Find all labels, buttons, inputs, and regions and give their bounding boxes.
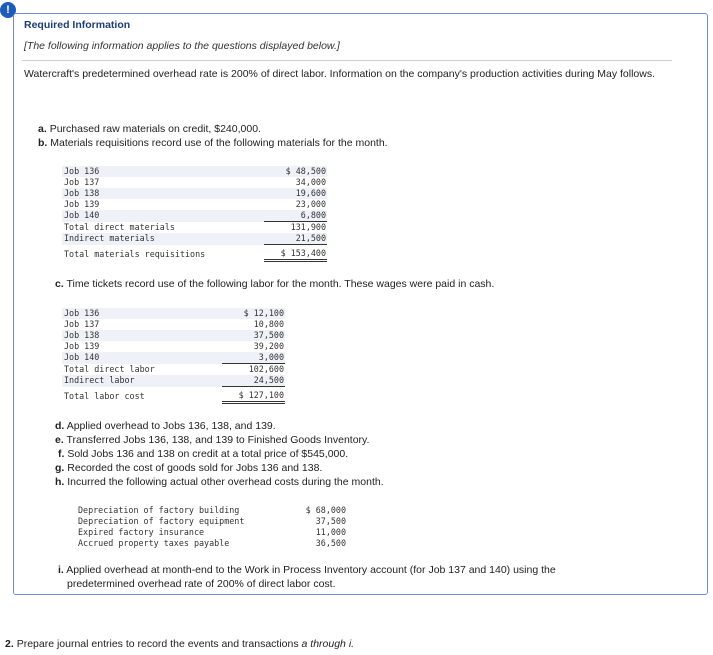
item-text: Materials requisitions record use of the following materials for the month. (50, 137, 388, 149)
row-label: Indirect materials (62, 233, 264, 245)
table-row (62, 330, 285, 341)
row-label: Total direct labor (64, 363, 155, 374)
item-e (55, 434, 369, 446)
row-amount: 37,500 (222, 330, 285, 341)
item-text: predetermined overhead rate of 200% of direct labor cost. (67, 578, 336, 590)
item-letter: c. (55, 278, 64, 290)
row-label: Accrued property taxes payable (78, 538, 230, 548)
row-amount: 3,000 (222, 352, 285, 364)
row-amount: 39,200 (253, 341, 284, 351)
info-note: [The following information applies to the questions displayed below.] (24, 40, 340, 52)
row-label: Job 138 (62, 188, 264, 199)
table-row (62, 210, 327, 222)
item-text: Applied overhead at month-end to the Work in Process Inventory account (for Job 137 and 140) using the (66, 564, 556, 576)
row-amount: $ 48,500 (264, 166, 327, 177)
item-letter: e. (55, 434, 64, 446)
item-i-continued (67, 578, 336, 590)
table-row (76, 538, 347, 549)
intro-paragraph: Watercraft's predetermined overhead rate is 200% of direct labor. Information on the company's production activities during May follows. (24, 68, 656, 80)
table-row (62, 222, 327, 234)
row-amount: 6,800 (264, 210, 327, 222)
row-label: Total direct materials (64, 221, 175, 232)
table-row (62, 245, 327, 261)
row-amount: $ 153,400 (264, 245, 327, 261)
row-label: Total materials requisitions (64, 248, 206, 259)
item-b (38, 137, 388, 149)
item-d (55, 420, 276, 432)
item-text: Transferred Jobs 136, 138, and 139 to Finished Goods Inventory. (66, 434, 370, 446)
row-label: Depreciation of factory equipment (78, 516, 245, 526)
materials-table (62, 166, 327, 262)
table-row (62, 199, 327, 210)
labor-table (62, 308, 285, 404)
item-text: Time tickets record use of the following labor for the month. These wages were paid in cash. (66, 278, 495, 290)
table-row (62, 352, 285, 364)
row-label: Job 137 (64, 177, 100, 187)
row-amount: $ 12,100 (222, 308, 285, 319)
row-amount: $ 127,100 (222, 387, 285, 403)
item-g (55, 462, 322, 474)
table-row (62, 166, 327, 177)
row-amount: $ 68,000 (305, 505, 346, 515)
question-number: 2. (5, 638, 14, 650)
row-label: Job 137 (64, 319, 100, 329)
item-text: Applied overhead to Jobs 136, 138, and 139. (66, 420, 276, 432)
row-label: Total labor cost (64, 390, 145, 401)
item-letter: f. (58, 448, 65, 460)
row-label: Job 136 (62, 308, 222, 319)
item-h (55, 476, 384, 488)
alert-icon: ! (0, 2, 16, 18)
table-row (76, 505, 347, 516)
row-amount: 10,800 (253, 319, 284, 329)
row-label: Job 138 (62, 330, 222, 341)
question-text: Prepare journal entries to record the events and transactions (16, 638, 299, 650)
item-a (38, 123, 261, 135)
row-amount: 37,500 (315, 516, 346, 526)
item-letter: b. (38, 137, 48, 149)
item-i (58, 564, 556, 576)
row-amount: 131,900 (290, 222, 326, 232)
row-label: Depreciation of factory building (78, 505, 240, 515)
item-letter: g. (55, 462, 65, 474)
row-label: Job 136 (62, 166, 264, 177)
row-amount: 21,500 (264, 233, 327, 245)
row-amount: 102,600 (248, 364, 284, 374)
row-label: Indirect labor (62, 375, 222, 387)
row-amount: 36,500 (315, 538, 346, 548)
row-amount: 23,000 (295, 199, 326, 209)
row-amount: 24,500 (222, 375, 285, 387)
item-text: Recorded the cost of goods sold for Jobs 136 and 138. (67, 462, 323, 474)
item-text: Purchased raw materials on credit, $240,000. (49, 123, 261, 135)
item-c (55, 278, 494, 290)
item-text: Incurred the following actual other overhead costs during the month. (67, 476, 384, 488)
table-row (62, 233, 327, 245)
table-row (62, 387, 285, 403)
divider (22, 60, 672, 61)
table-row (76, 516, 347, 527)
row-amount: 19,600 (264, 188, 327, 199)
table-row (62, 188, 327, 199)
question-range: a through i. (301, 638, 355, 650)
row-label: Job 139 (64, 199, 100, 209)
table-row (62, 308, 285, 319)
item-letter: h. (55, 476, 65, 488)
table-row (62, 375, 285, 387)
row-amount: 34,000 (295, 177, 326, 187)
row-label: Job 140 (62, 210, 264, 222)
item-letter: i. (58, 564, 64, 576)
item-letter: d. (55, 420, 65, 432)
table-row (62, 364, 285, 376)
item-letter: a. (38, 123, 47, 135)
question-2 (5, 638, 354, 650)
row-label: Job 139 (64, 341, 100, 351)
required-title: Required Information (24, 19, 131, 31)
table-row (76, 527, 347, 538)
table-row (62, 319, 285, 330)
row-label: Expired factory insurance (78, 527, 205, 537)
table-row (62, 177, 327, 188)
item-f (58, 448, 348, 460)
overhead-table (76, 505, 347, 549)
row-amount: 11,000 (315, 527, 346, 537)
table-row (62, 341, 285, 352)
row-label: Job 140 (62, 352, 222, 364)
item-text: Sold Jobs 136 and 138 on credit at a total price of $545,000. (67, 448, 349, 460)
